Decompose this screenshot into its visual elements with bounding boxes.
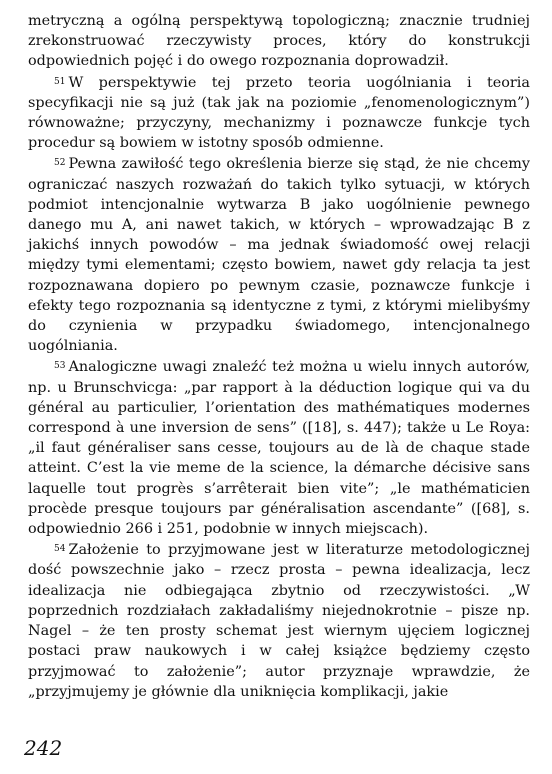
footnote-text: Pewna zawiłość tego określenia bierze się stąd, że nie chcemy ograniczać naszych rozważań do takich tylko sytuacji, w których podmiot intencjonalnie wytwarza B jako uogólnienie pewnego danego mu A, ani nawet takich, w których – wprowadzając B z jakichś innych powodów – ma jednak świadomość owej relacji między tymi elementami; często bowiem, nawet gdy relacja ta jest rozpoznawana dopiero po pewnym czasie, poznawcze funkcje i efekty tego rozpoznania są identyczne z tymi, z którymi mielibyśmy do czynienia w przypadku świadomego, intencjonalnego uogólniania. [28,156,530,355]
footnote-51 [28,72,530,154]
continued-paragraph: metryczną a ogólną perspektywą topologiczną; znacznie trudniej zrekonstruować rzeczywisty proces, który do konstrukcji odpowiednich pojęć i do owego rozpoznania doprowadził. [28,13,530,70]
footnote-53 [28,356,530,539]
footnote-number: 51 [54,76,66,87]
footnote-text: Analogiczne uwagi znaleźć też można u wielu innych autorów, np. u Brunschvicga: „par rapport à la déduction logique qui va du général au particulier, l’orientation des mathématiques modernes correspond à une inversion de sens” ([18], s. 447); także u Le Roya: „il faut généraliser sans cesse, toujours au de là de chaque stade atteint. C’est la vie meme de la science, la démarche décisive sans laquelle tout progrès s’arrêterait bien vite”; „le mathématicien procède presque toujours par généralisation ascendante” ([68], s. odpowiednio 266 i 251, podobnie w innych miejscach). [28,359,530,538]
page-number: 242 [24,736,63,760]
footnote-number: 52 [54,158,66,169]
footnote-number: 53 [54,361,66,372]
footnote-54 [28,539,530,702]
footnote-text: Założenie to przyjmowane jest w literaturze metodologicznej dość powszechnie jako – rzecz prosta – pewna idealizacja, lecz idealizacja nie odbiegająca zbytnio od rzeczywistości. „W poprzednich rozdziałach zakładaliśmy niejednokrotnie – pisze np. Nagel – że ten prosty schemat jest wiernym ujęciem logicznej postaci praw naukowych i w całej książce będziemy często przyjmować to założenie”; autor przyznaje wprawdzie, że „przyjmujemy je głównie dla uniknięcia komplikacji, jakie [28,542,530,700]
footnote-number: 54 [54,544,66,555]
footnote-text: W perspektywie tej przeto teoria uogólniania i teoria specyfikacji nie są już (tak jak na poziomie „fenomenologicznym”) równoważne; przyczyny, mechanizmy i poznawcze funkcje tych procedur są bowiem w istotny sposób odmienne. [28,74,530,152]
footnote-52 [28,153,530,356]
